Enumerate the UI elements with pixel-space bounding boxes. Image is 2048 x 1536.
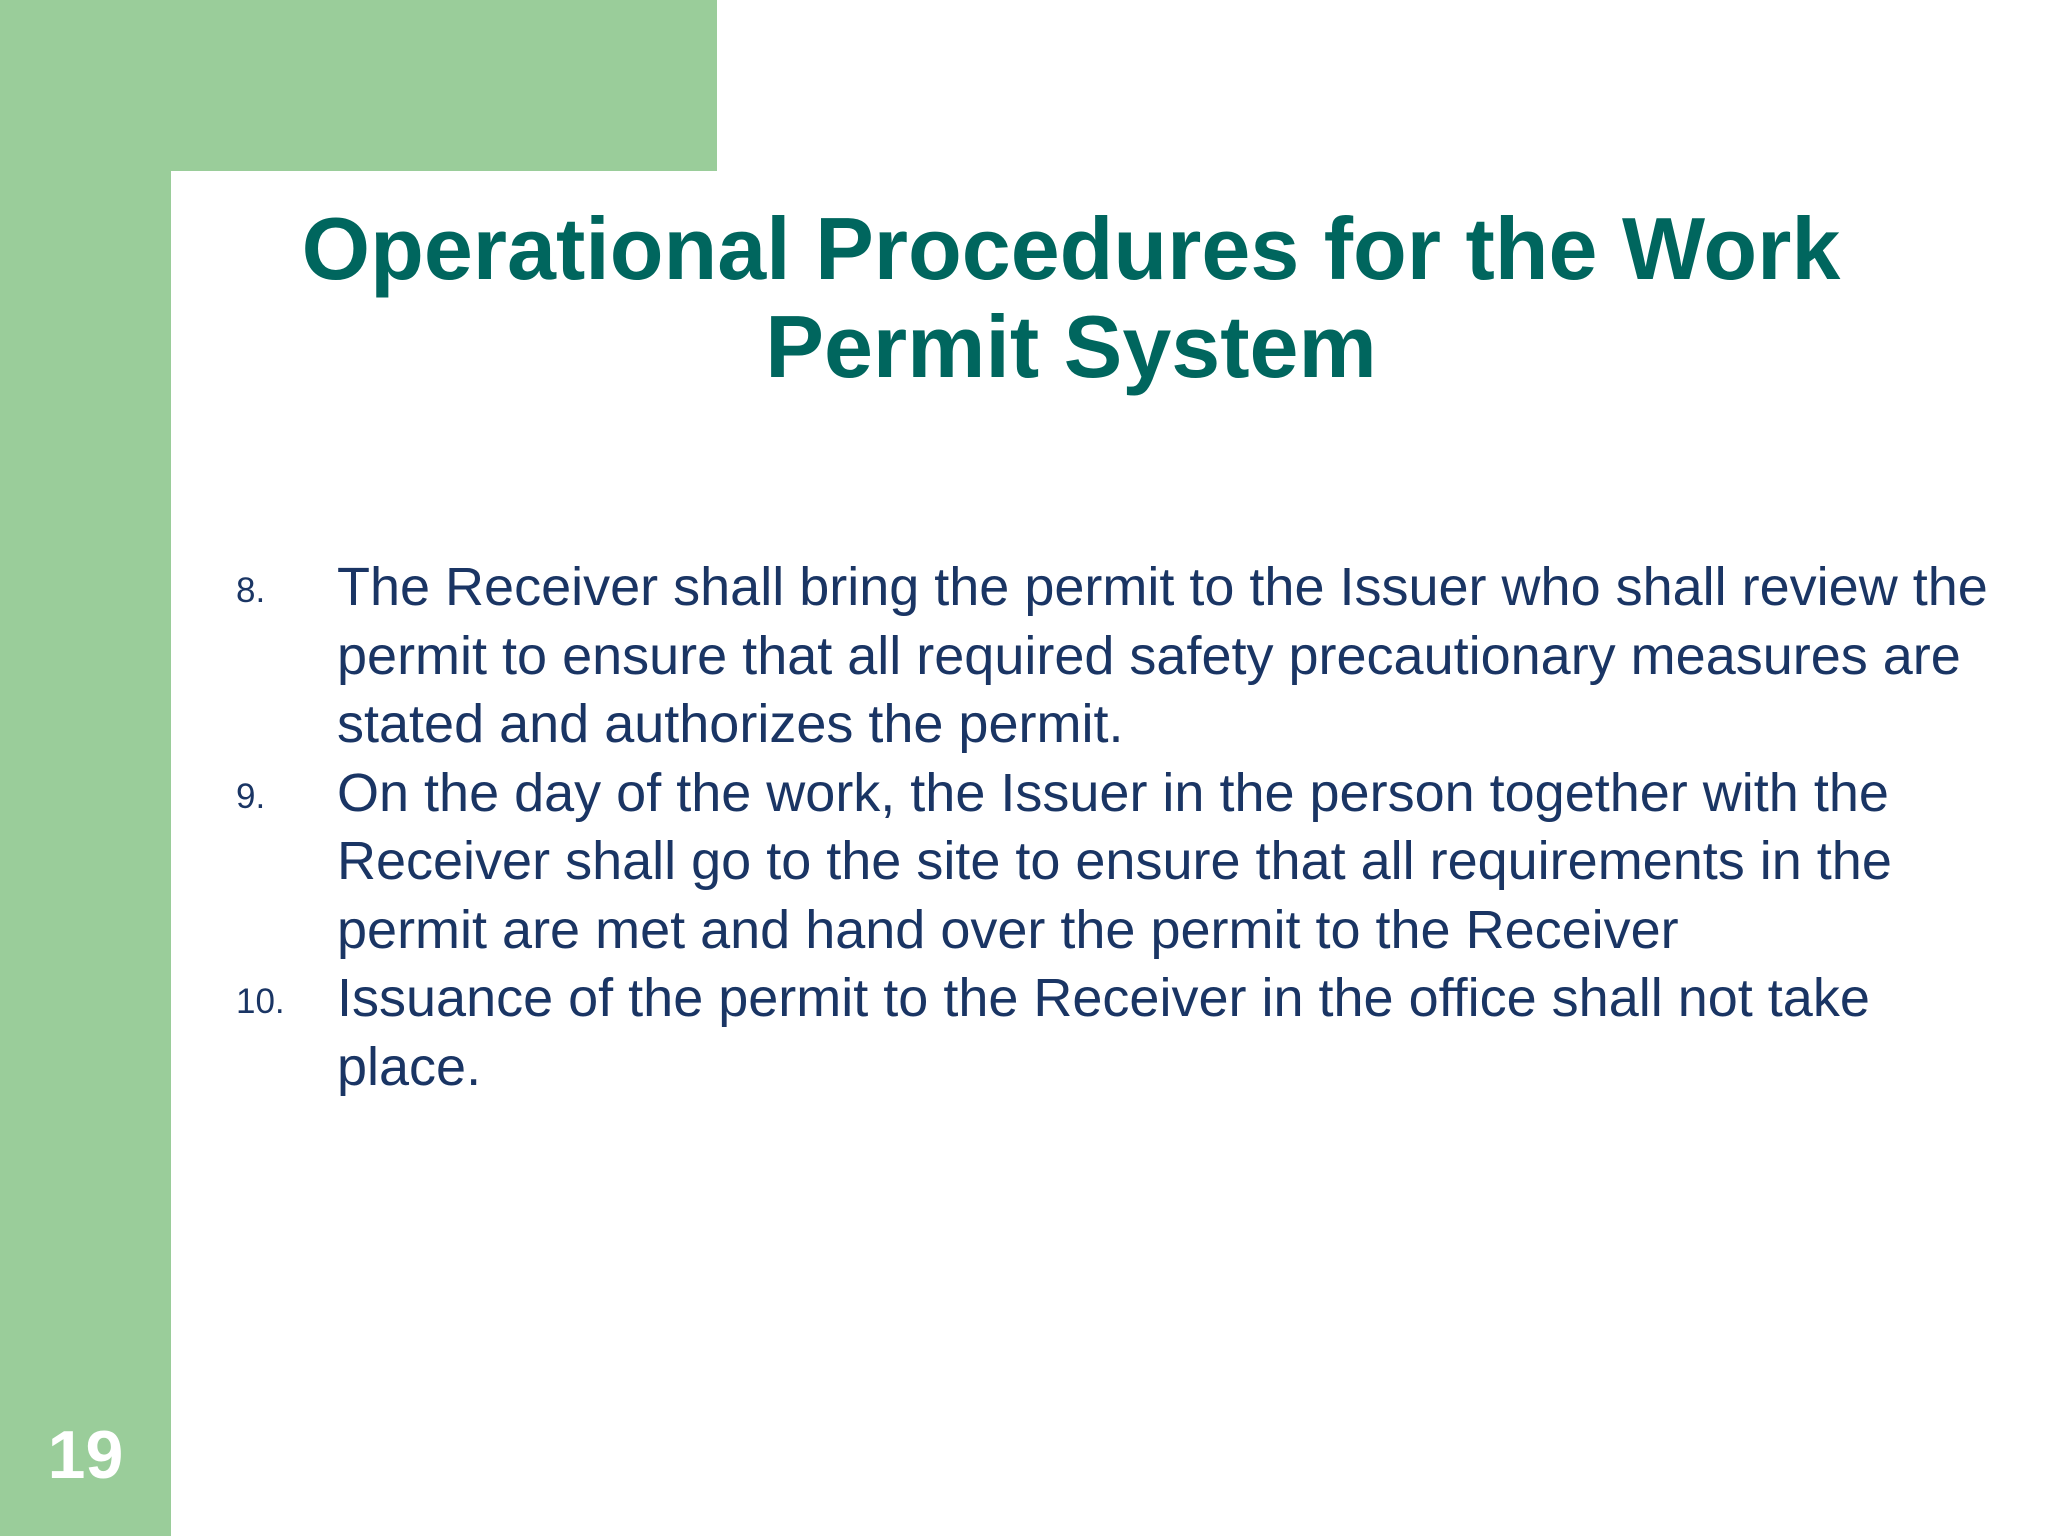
list-item-text: The Receiver shall bring the permit to the Issuer who shall review the permit to ensure that all required safety precautionary measures are stated and authorizes the permit. xyxy=(337,557,1988,754)
list-item-number: 9. xyxy=(236,776,266,816)
list-item-text: Issuance of the permit to the Receiver in the office shall not take place. xyxy=(337,968,1870,1097)
list-item-number: 8. xyxy=(236,571,266,610)
list-item xyxy=(236,759,1996,965)
list-item xyxy=(236,964,1996,1101)
slide-title xyxy=(171,200,1971,396)
list-item-text: On the day of the work, the Issuer in the person together with the Receiver shall go to the site to ensure that all requirements in the permit are met and hand over the permit to the Receiver xyxy=(337,762,1892,960)
slide-page-number: 19 xyxy=(47,1417,124,1493)
green-sidebar-band xyxy=(0,0,171,1536)
numbered-list xyxy=(236,553,1996,1101)
green-top-band xyxy=(0,0,717,171)
list-item xyxy=(236,553,1996,759)
list-item-number: 10. xyxy=(236,982,285,1021)
slide-title-line-2: Permit System xyxy=(765,297,1377,396)
slide-title-line-1: Operational Procedures for the Work xyxy=(301,199,1841,298)
